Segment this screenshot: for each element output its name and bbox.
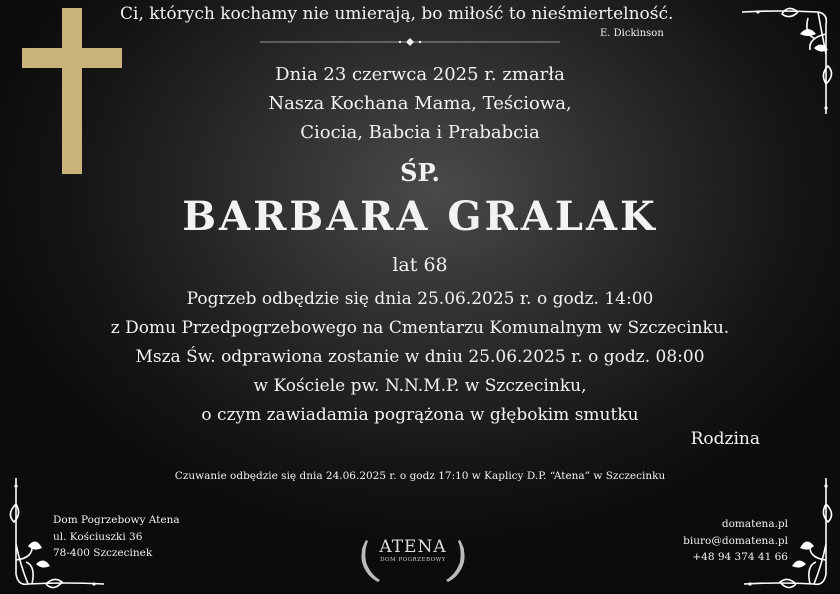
funeral-home-address <box>53 512 180 562</box>
logo-name: ATENA <box>379 537 447 557</box>
funeral-home-contact <box>683 516 788 566</box>
memorial-quote: Ci, których kochamy nie umierają, bo miłość to nieśmiertelność. <box>120 4 674 24</box>
details-line: Msza Św. odprawiona zostanie w dniu 25.06.2025 r. o godz. 08:00 <box>135 347 705 367</box>
details-line: o czym zawiadamia pogrążona w głębokim smutku <box>201 405 639 425</box>
email-link[interactable]: biuro@domatena.pl <box>683 534 788 547</box>
sp-prefix: ŚP. <box>400 158 440 187</box>
deceased-age: lat 68 <box>392 254 448 276</box>
details-line: w Kościele pw. N.N.M.P. w Szczecinku, <box>253 376 587 396</box>
deceased-name: BARBARA GRALAK <box>182 193 658 240</box>
phone-number: +48 94 374 41 66 <box>692 551 788 563</box>
vigil-note: Czuwanie odbędzie się dnia 24.06.2025 r. o godz 17:10 w Kaplicy D.P. “Atena” w Szczecinku <box>174 470 666 482</box>
ornamental-divider <box>260 38 560 46</box>
website-link[interactable]: domatena.pl <box>721 518 788 530</box>
details-line: Pogrzeb odbędzie się dnia 25.06.2025 r. o godz. 14:00 <box>186 289 654 309</box>
family-signature: Rodzina <box>690 429 760 449</box>
logo-subtitle: DOM POGRZEBOWY <box>380 557 446 563</box>
address-line: Dom Pogrzebowy Atena <box>53 514 180 526</box>
death-announcement <box>0 60 840 147</box>
announcement-line: Dnia 23 czerwca 2025 r. zmarła <box>275 64 565 85</box>
quote-author: E. Dickinson <box>600 28 664 39</box>
announcement-line: Nasza Kochana Mama, Teściowa, <box>268 93 572 114</box>
details-line: z Domu Przedpogrzebowego na Cmentarzu Komunalnym w Szczecinku. <box>110 318 730 338</box>
address-line: ul. Kościuszki 36 <box>53 530 143 543</box>
funeral-details <box>0 285 840 430</box>
announcement-line: Ciocia, Babcia i Prababcia <box>300 122 540 143</box>
address-line: 78-400 Szczecinek <box>53 547 153 559</box>
